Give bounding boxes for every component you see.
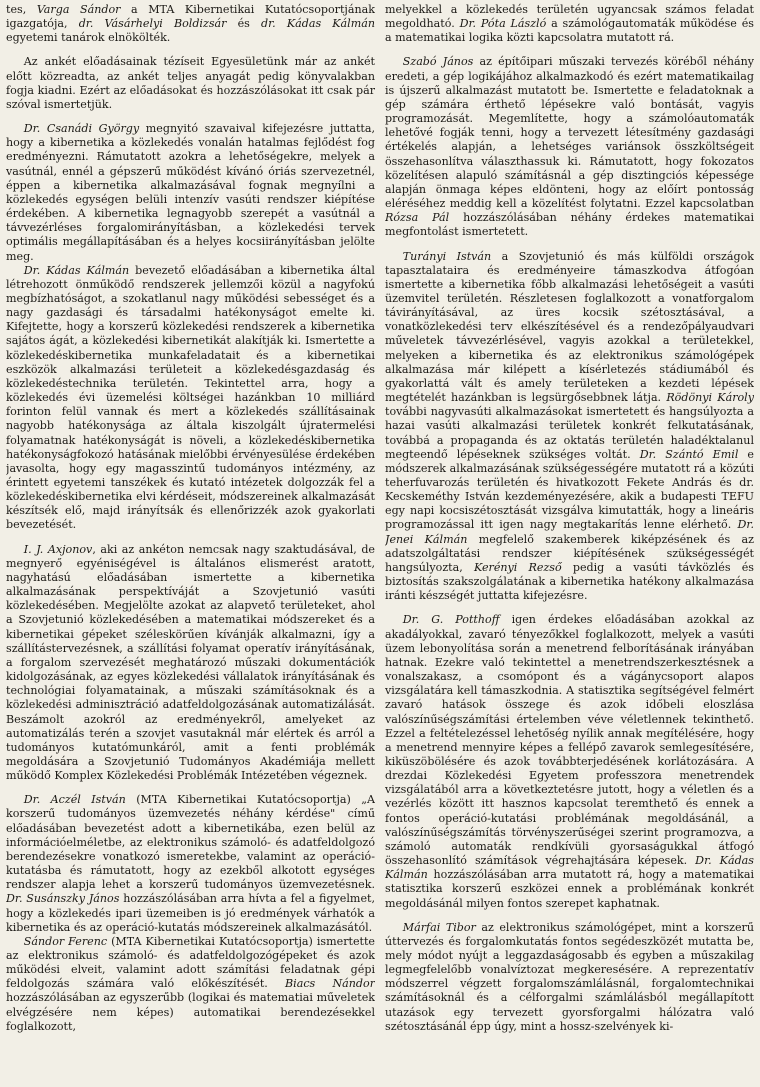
person-name: Dr. Kádas Kálmán (385, 854, 754, 882)
person-name: Dr. Aczél István (23, 793, 126, 807)
text-run: megnyitó szavaival kifejezésre juttatta, hogy a kibernetika a közlekedés vonalán hatalmas fejlődést fog eredményezni. Rámutatott azokra a lehetőségekre, melyek a vasútnál, ennél a gépszerű működést kívánó óriás szervezetnél, éppen a kibernetika alkalmazásával fognak megnyílni a közlekedés egységen belüli intenzív vasúti rendszer kiépítése érdekében. A kibernetika legnagyobb szerepét a vasútnál a távvezérléses forgalomirányításban, a közlekedési tervek optimális megállapításában és a helyes kocsiirányításban jelölte meg. (6, 122, 375, 263)
paragraph (6, 122, 375, 264)
paragraph (385, 250, 754, 604)
paragraph (385, 921, 754, 1034)
person-name: Varga Sándor (36, 3, 121, 16)
person-name: Dr. G. Potthoff (402, 613, 500, 627)
text-run: igen érdekes előadásában azokkal az akadályokkal, zavaró tényezőkkel foglalkozott, melyek a vasúti üzem lebonyolítása során a menetrend felborításának irányában hatnak. Ezekre való tekintettel a menetrendszerkesztésnek a vonalszakasz, a csomópont és a vágánycsoport alapos vizsgálatára kell támaszkodnia. A statisztika segítségével felmért zavaró hatások összege és azok időbeli eloszlása valószínűségszámítási értelemben véve véletlennek tekinthető. Ezzel a feltételezéssel lehetőség nyílik annak megítélésére, hogy a menetrend mennyire képes a fellépő zavarok semlegesítésére, kiküszöbölésére és azok továbbterjedésének korlátozására. A drezdai Közlekedési Egyetem professzora menetrendek vizsgálatából arra a következtetésre jutott, hogy a véletlen és a vezérlés között itt hasznos kapcsolat teremthető és ennek a fontos operáció-kutatási problémának megoldásánál, a valószínűségszámítás törvényszerűségei szerint programozva, a számoló automaták rendkívüli gyorsaságukkal átfogó összehasonlító számítások végrehajtására képesek. (385, 613, 754, 868)
paragraph (6, 793, 375, 935)
person-name: dr. Vásárhelyi Boldizsár (78, 17, 227, 31)
person-name: Dr. Jenei Kálmán (385, 518, 754, 546)
text-run: további nagyvasúti alkalmazásokat ismertetett és hangsúlyozta a hazai vasúti alkalmazási területek konkrét felkutatásának, továbbá a propaganda és az oktatás területén haladéktalanul megteendő lépéseknek szükséges voltát. (385, 405, 754, 461)
paragraph (6, 935, 375, 1034)
right-column (385, 3, 754, 1087)
paragraph (385, 3, 754, 45)
text-run: Az ankét előadásainak tézíseit Egyesületünk már az ankét előtt közreadta, az ankét teljes anyagát pedig könyvalakban fogja kiadni. Ezért az előadásokat és hozzászólásokat itt csak pár szóval ismertetjük. (6, 55, 375, 111)
text-run: a MTA Kibernetikai Kutatócsoportjának igazgatója, (6, 3, 375, 31)
person-name: Dr. Póta László (459, 17, 547, 31)
text-run: a Szovjetunió és más külföldi országok tapasztalataira és eredményeire támaszkodva átfogóan ismertette a kibernetika főbb alkalmazási lehetőségeit a vasúti üzemvitel területén. Részletesen foglalkozott a vonatforgalom távirányításával, az üres kocsik szétosztásával, a vonatközlekedési terv elkészítésével és a rendezőpályaudvari műveletek távvezérlésével, vagyis azokkal a területekkel, melyeken a kibernetika és az elektronikus számológépek alkalmazása már kilépett a kísérletezés stádiumából és gyakorlattá vált és amely területeken a kezdeti lépések megtételét hazánkban is legsürgősebbnek látja. (385, 249, 754, 405)
text-run: hozzászólásában arra mutatott rá, hogy a matematikai statisztika korszerű eszközei ennek a problémának konkrét megoldásánál milyen fontos szerepet kaphatnak. (385, 868, 754, 910)
person-name: Biacs Nándor (285, 977, 375, 991)
text-run: , aki az ankéton nemcsak nagy szaktudásával, de megnyerő egyéniségével is általános elismerést aratott, nagyhatású előadásában ismertette a kibernetika alkalmazásának perspektíváját a Szovjetunió vasúti közlekedésében. Megjelölte azokat az alapvető területeket, ahol a Szovjetunió közlekedésében a matematikai módszereket és a kibernetikai gépeket széleskörűen kívánják alkalmazni, így a szállítástervezésnek, a szállítási folyamat operatív irányításának, a forgalom szervezését meghatározó műszaki dokumentációk kidolgozásának, az egyes közlekedési vállalatok irányításának és technológiai folyamatainak, a műszaki számításoknak és a közlekedési adminisztráció adatfeldolgozásának automatizálását. Beszámolt azokról az eredményekről, amelyeket az automatizálás terén a szovjet vasutaknál már elértek és arról a tudományos kutatómunkáról, amit a fenti problémák megoldására a Szovjetunió Tudományos Akadémiája mellett működő Komplex Közlekedési Problémák Intézetében végeznek. (6, 542, 375, 783)
text-run: bevezető előadásában a kibernetika által létrehozott önműködő rendszerek jellemzői közül a nagyfokú megbízhatóságot, a szokatlanul nagy működési sebességet és a nagy gazdasági és társadalmi hatékonyságot emelte ki. Kifejtette, hogy a korszerű közlekedési rendszerek a kibernetika sajátos ágát, a közlekedési kibernetikát alakítják ki. Ismertette a közlekedéskibernetika munkafeladatait és a kibernetikai eszközök alkalmazási területeit a közlekedésgazdaság és közlekedéstechnika területén. Tekintettel arra, hogy a közlekedés évi üzemelési költségei hazánkban 10 milliárd forinton felül vannak és mert a közlekedés szállításainak nagyobb hatékonysága az általa kiszolgált újratermelési folyamatnak hatékonyságát is növeli, a közlekedéskibernetika hatékonyságfokozó hatásának mielőbbi érvényesülése érdekében javasolta, hogy egy magasszintű tudományos intézmény, az érintett egyetemi tanszékek és kutató intézetek dolgozzák fel a közlekedéskibernetika elvi kérdéseit, módszereinek alkalmazását készítsék elő, majd irányítsák és ellenőrizzék azok gyakorlati bevezetését. (6, 263, 375, 532)
text-run: egyetemi tanárok elnökölték. (6, 31, 171, 45)
person-name: Dr. Csanádi György (23, 122, 140, 136)
text-run: e módszerek alkalmazásának szükségességére mutatott rá a közúti teherfuvarozás területén és hivatkozott Fekete András és dr. Kecskeméthy István kezdeményezésére, akik a budapesti TEFU egy napi kocsiszétosztását vizsgálva kimutatták, hogy a lineáris programozással itt igen nagy megtakarítás lenne elérhető. (385, 447, 754, 532)
text-run: hozzászólásában néhány érdekes matematikai megfontolást ismertetett. (385, 211, 754, 239)
person-name: Szabó János (402, 55, 474, 69)
person-name: Turányi István (402, 249, 492, 263)
paragraph (6, 3, 375, 45)
person-name: Dr. Kádas Kálmán (23, 263, 130, 277)
left-column (6, 3, 375, 1087)
text-run: (MTA Kibernetikai Kutatócsoportja) „A korszerű tudományos üzemvezetés néhány kérdése" című előadásában bevezetést adott a kibernetikába, ezen belül az információelméletbe, az elektronikus számoló- és adatfeldolgozó berendezésekre vonatkozó ismeretekbe, valamint az operáció-kutatásba és rámutatott, hogy az ezekből alkotott egységes rendszer alapja lehet a korszerű tudományos üzemvezetésnek. (6, 793, 375, 892)
person-name: Dr. Szántó Emil (639, 447, 739, 461)
paragraph (6, 543, 375, 784)
text-run: megfelelő szakemberek kiképzésének és az adatszolgáltatási rendszer kiépítésének szükségességét hangsúlyozta, (385, 532, 754, 574)
text-run: hozzászólásában az egyszerűbb (logikai és matematiai műveletek elvégzésére nem képes) automatikai berendezésekkel foglalkozott, (6, 991, 375, 1033)
text-run: az építőipari műszaki tervezés köréből néhány eredeti, a gép logikájához alkalmazkodó és ezért matematikailag is újszerű alkalmazást mutatott be. Ismertette e feladatoknak a gép számára érthető lépésekre való bontását, vagyis programozását. Megemlítette, hogy a számolóautomaták lehetővé fogják tenni, hogy a tervezett létesítmény gazdasági értékelés alapján, a lehetséges variánsok összköltségeit összehasonlítva választhassuk ki. Rámutatott, hogy fokozatos közelítésen alapuló számításnál a gép disztingciós képessége alapján önmaga képes eldönteni, hogy az előírt pontosság eléréséhez meddig kell a közelítést folytatni. Ezzel kapcsolatban (385, 55, 754, 211)
text-run: hozzászólásában arra hívta a fel a figyelmet, hogy a közlekedés ipari üzemeiben is jó eredmények várhatók a kibernetika és az operáció-kutatás módszereinek alkalmazásától. (6, 892, 375, 934)
text-run: (MTA Kibernetikai Kutatócsoportja) ismertette az elektronikus számoló- és adatfeldolgozógépeket és azok működési elveit, valamint adott számítási feladatnak gépi feldolgozás számára való előkészítését. (6, 934, 375, 991)
paragraph (385, 55, 754, 239)
paragraph (6, 55, 375, 112)
text-run: az elektronikus számológépet, mint a korszerű úttervezés és forgalomkutatás fontos segédeszközét mutatta be, mely módot nyújt a leggazdaságosabb és egyben a műszakilag legmegfelelőbb vonalvíztozat megkeresésére. A reprezentatív módszerrel végzett forgalomszámlálásnál, forgalomtechnikai számításoknál és a célforgalmi számlálásból megállapított utazások egy tervezett gyorsforgalmi hálózatra való szétosztásánál épp úgy, mint a hossz-szelvények ki- (385, 920, 754, 1033)
person-name: Rödönyi Károly (666, 391, 754, 405)
text-run: és (226, 17, 261, 31)
text-run: a számológautomaták működése és a matematikai logika közti kapcsolatra mutatott rá. (385, 17, 754, 45)
text-run: melyekkel a közlekedés területén ugyancsak számos feladat megoldható. (385, 3, 754, 31)
paragraph (6, 264, 375, 533)
person-name: Sándor Ferenc (23, 934, 108, 948)
person-name: I. J. Axjonov (23, 542, 93, 556)
paragraph (385, 613, 754, 910)
person-name: Kerényi Rezső (473, 560, 562, 574)
person-name: dr. Kádas Kálmán (260, 17, 375, 31)
person-name: Dr. Susánszky János (6, 892, 120, 906)
person-name: Márfai Tibor (402, 920, 476, 934)
person-name: Rózsa Pál (385, 211, 450, 225)
text-run: pedig a vasúti távközlés és biztosítás szakszolgálatának a kibernetika hatékony alkalmazása iránti készségét juttatta kifejezésre. (385, 560, 754, 603)
text-run: tes, (6, 3, 37, 16)
